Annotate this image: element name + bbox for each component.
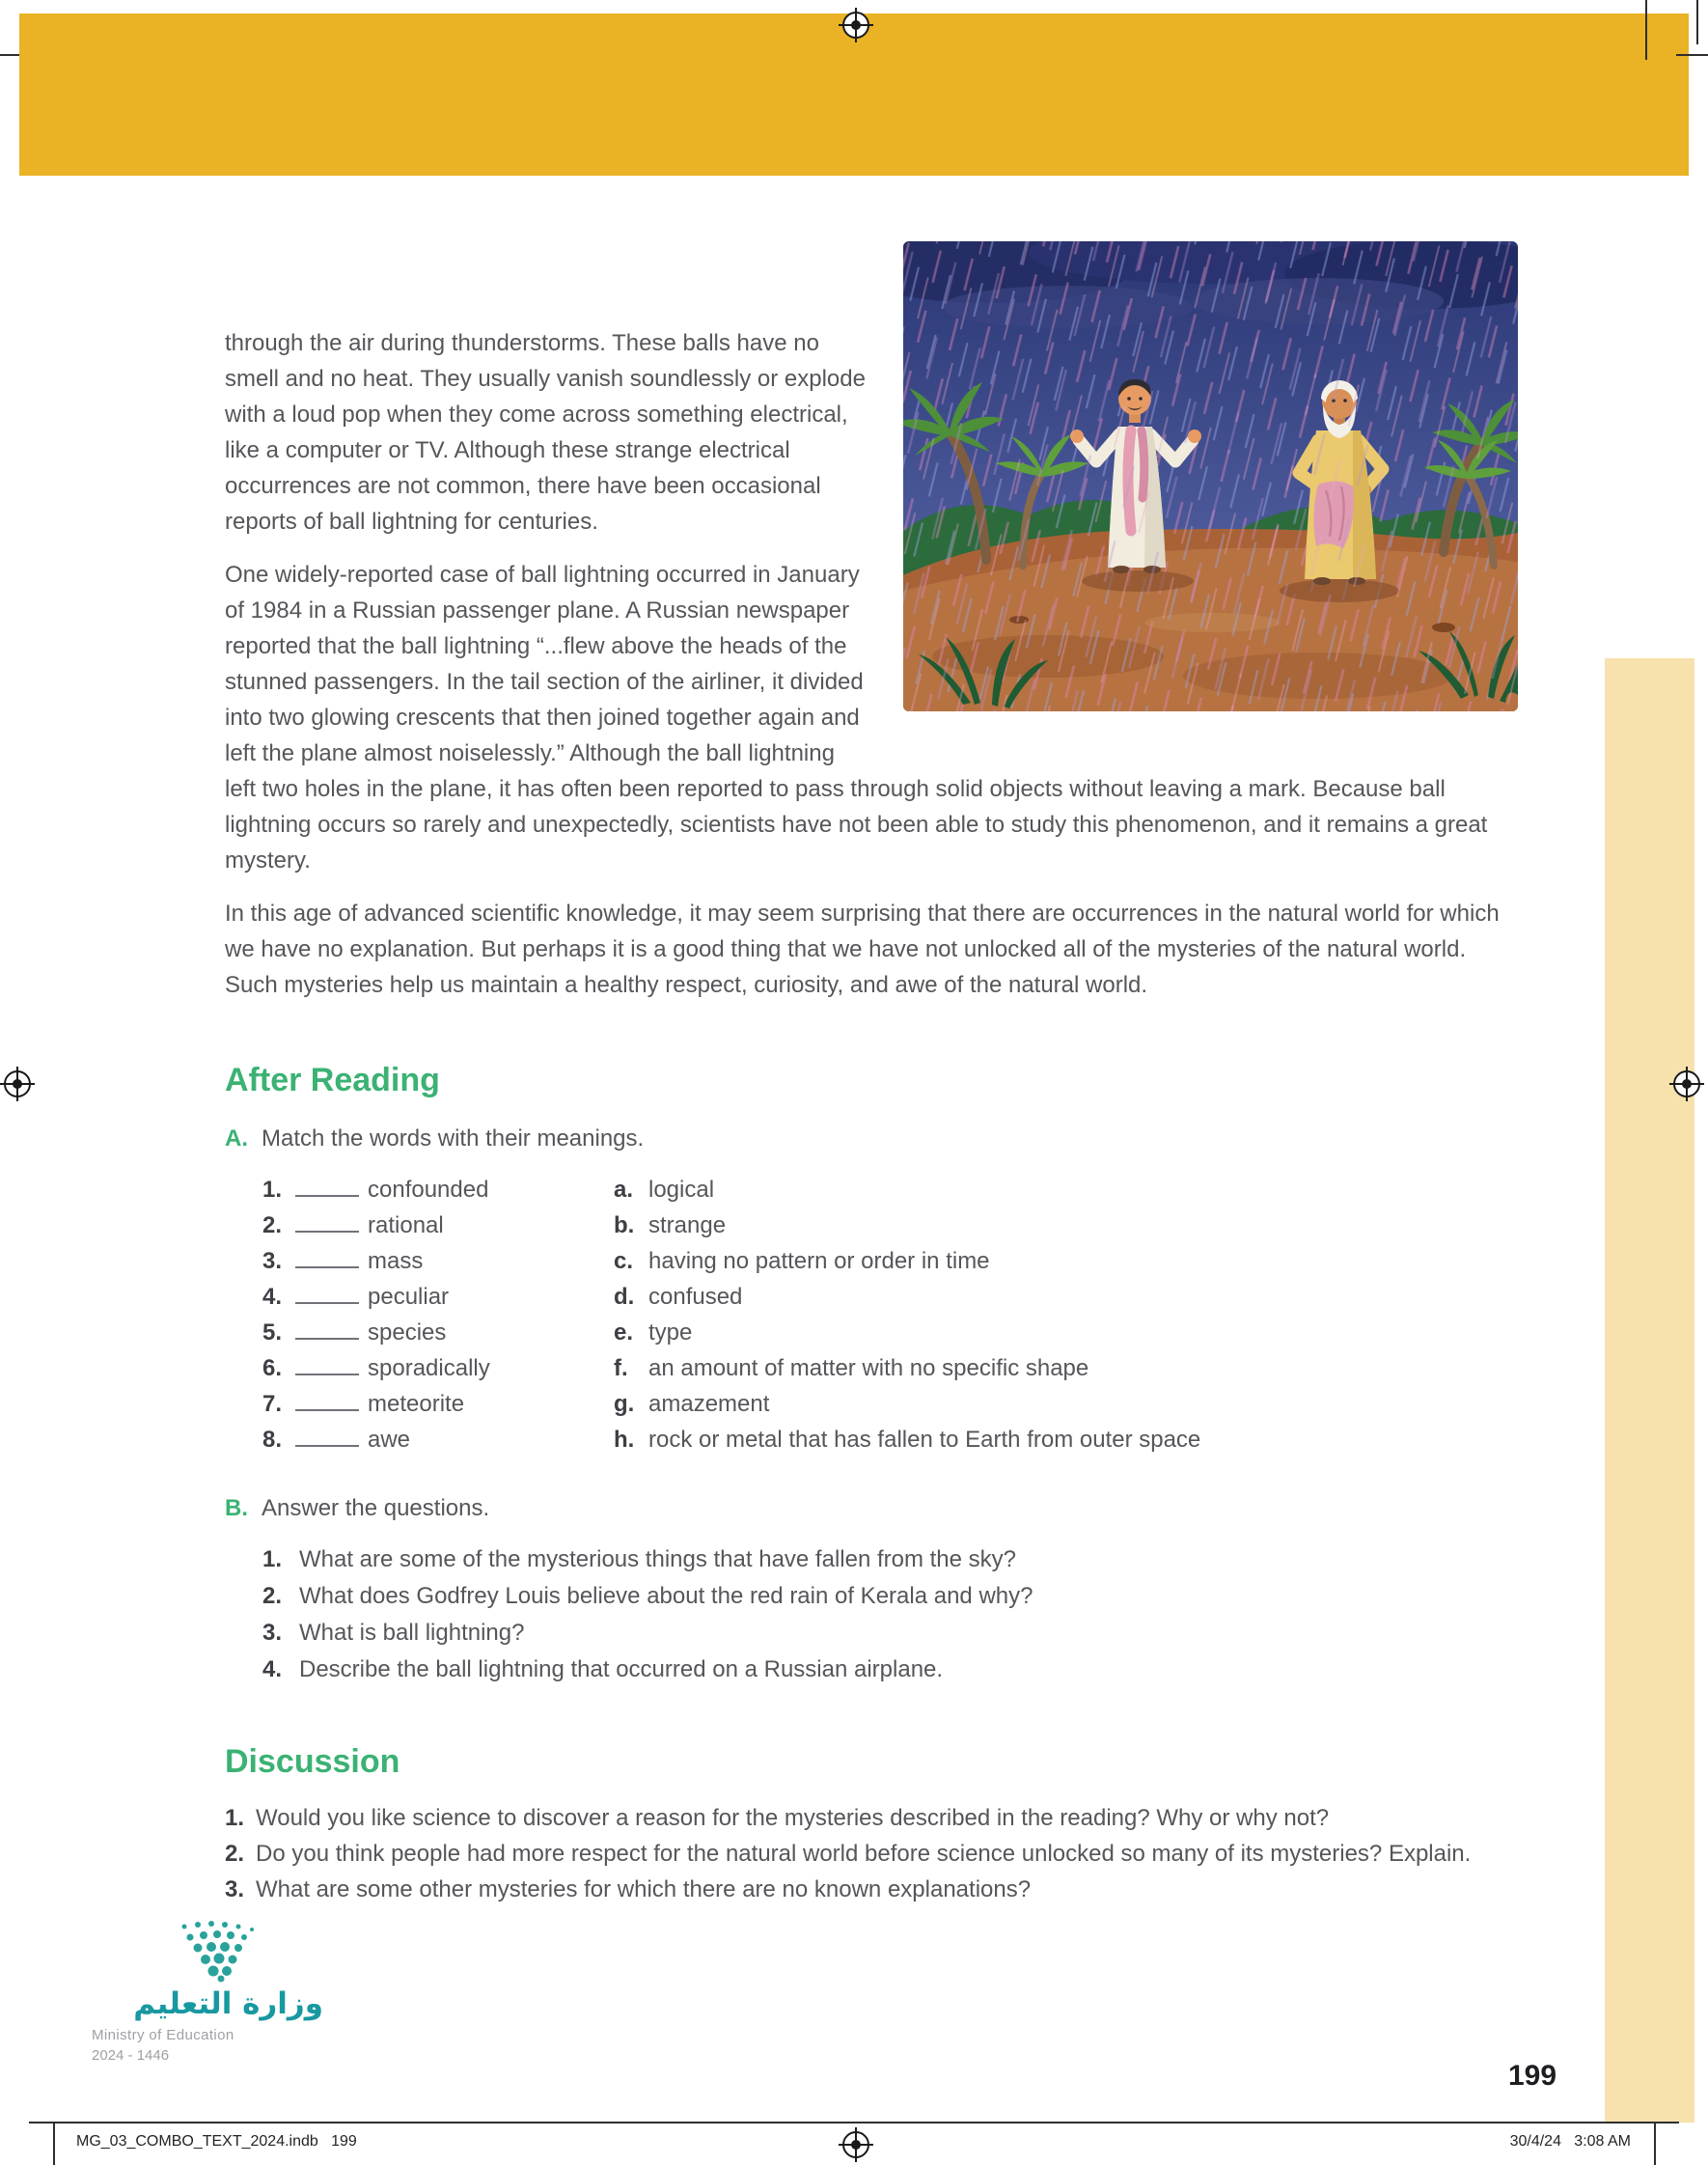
crop-mark <box>1654 2122 1656 2165</box>
question-text: What are some of the mysterious things that have fallen from the sky? <box>299 1546 1017 1572</box>
page-number: 199 <box>1508 2060 1557 2092</box>
match-word: rational <box>368 1212 444 1238</box>
exercise-b-label: B. <box>225 1495 248 1521</box>
match-letter: h. <box>614 1427 635 1453</box>
match-row <box>262 1422 1518 1457</box>
discussion-number: 3. <box>225 1876 245 1902</box>
match-row <box>262 1386 1518 1422</box>
match-row <box>262 1279 1518 1315</box>
registration-mark-left <box>0 1067 35 1101</box>
footer-timestamp: 30/4/24 3:08 AM <box>1509 2133 1631 2150</box>
discussion-row <box>225 1836 1518 1872</box>
discussion-heading: Discussion <box>225 1743 400 1780</box>
match-number: 8. <box>262 1427 283 1453</box>
answer-blank <box>295 1211 359 1233</box>
registration-mark-right <box>1669 1067 1704 1101</box>
discussion-row <box>225 1872 1518 1907</box>
match-meaning: strange <box>648 1212 727 1238</box>
match-row <box>262 1350 1518 1386</box>
after-reading-heading: After Reading <box>225 1062 440 1098</box>
exercise-b-header <box>225 1490 1518 1526</box>
reading-paragraph: In this age of advanced scientific knowledge, it may seem surprising that there are occurrences in the natural world for which we have no explanation. But perhaps it is a good thing that we have not unlocked all of the mysteries of the natural world. Such mysteries help us maintain a healthy respect, curiosity, and awe of the natural world. <box>225 901 1500 998</box>
match-meaning: logical <box>648 1177 715 1203</box>
crop-mark <box>1645 0 1647 60</box>
ministry-logo <box>92 1919 323 2064</box>
answer-blank <box>295 1426 359 1447</box>
match-word: peculiar <box>368 1284 450 1310</box>
answer-blank <box>295 1247 359 1268</box>
page-content <box>225 241 1518 1907</box>
match-letter: a. <box>614 1177 634 1203</box>
match-word: sporadically <box>368 1355 490 1381</box>
question-number: 2. <box>262 1583 283 1609</box>
match-letter: g. <box>614 1391 635 1417</box>
ministry-logo-arabic: وزارة التعليم <box>133 1986 323 2021</box>
crop-mark <box>1696 0 1698 44</box>
match-word: species <box>368 1319 447 1346</box>
match-word: awe <box>368 1427 411 1453</box>
question-row <box>262 1541 1518 1578</box>
question-number: 1. <box>262 1546 283 1572</box>
answer-blank <box>295 1283 359 1304</box>
match-number: 6. <box>262 1355 283 1381</box>
match-word: confounded <box>368 1177 489 1203</box>
match-word: mass <box>368 1248 424 1274</box>
answer-blank <box>295 1390 359 1411</box>
match-meaning: rock or metal that has fallen to Earth from outer space <box>648 1427 1201 1453</box>
reading-paragraph: One widely-reported case of ball lightning occurred in January of 1984 in a Russian passenger plane. A Russian newspaper reported that the ball lightning “...flew above the heads of the stunned passengers. In the tail section of the airliner, it divided into two glowing crescents that then joined together again and left the plane almost noiselessly.” Although the ball lightning left two holes in the plane, it has often been reported to pass through solid objects without leaving a mark. Because ball lightning occurs so rarely and unexpectedly, scientists have not been able to study this phenomenon, and it remains a great mystery. <box>225 562 1488 874</box>
match-row <box>262 1243 1518 1279</box>
match-letter: f. <box>614 1355 628 1381</box>
answer-blank <box>295 1176 359 1197</box>
right-accent-band <box>1605 658 1694 2123</box>
registration-mark-bottom <box>839 2127 873 2162</box>
match-word: meteorite <box>368 1391 465 1417</box>
match-letter: b. <box>614 1212 635 1238</box>
question-text: Describe the ball lightning that occurred on a Russian airplane. <box>299 1656 944 1682</box>
question-row <box>262 1615 1518 1652</box>
match-number: 4. <box>262 1284 283 1310</box>
matching-exercise <box>262 1172 1518 1457</box>
ministry-logo-english: Ministry of Education <box>92 2027 234 2043</box>
match-row <box>262 1207 1518 1243</box>
crop-mark <box>1676 54 1708 56</box>
match-meaning: confused <box>648 1284 743 1310</box>
match-number: 7. <box>262 1391 283 1417</box>
discussion-text: What are some other mysteries for which there are no known explanations? <box>256 1876 1032 1902</box>
question-text: What is ball lightning? <box>299 1620 525 1646</box>
ministry-logo-dots-icon <box>177 1919 283 1983</box>
match-letter: d. <box>614 1284 635 1310</box>
match-row <box>262 1315 1518 1350</box>
match-meaning: type <box>648 1319 693 1346</box>
discussion-number: 1. <box>225 1805 245 1831</box>
match-meaning: an amount of matter with no specific shape <box>648 1355 1089 1381</box>
crop-mark <box>0 54 19 56</box>
question-text: What does Godfrey Louis believe about the red rain of Kerala and why? <box>299 1583 1033 1609</box>
match-number: 2. <box>262 1212 283 1238</box>
match-letter: e. <box>614 1319 634 1346</box>
discussion-row <box>225 1800 1518 1836</box>
question-row <box>262 1652 1518 1688</box>
ministry-logo-years: 2024 - 1446 <box>92 2047 170 2064</box>
match-number: 1. <box>262 1177 283 1203</box>
rainstorm-illustration <box>903 241 1518 711</box>
discussion-questions <box>225 1800 1518 1907</box>
match-meaning: having no pattern or order in time <box>648 1248 990 1274</box>
rain-front <box>903 241 1518 711</box>
answer-blank <box>295 1354 359 1375</box>
exercise-a-header <box>225 1121 1518 1156</box>
crop-mark <box>53 2122 55 2165</box>
discussion-text: Do you think people had more respect for the natural world before science unlocked so many of its mysteries? Explain. <box>256 1841 1472 1867</box>
match-number: 3. <box>262 1248 283 1274</box>
match-row <box>262 1172 1518 1207</box>
registration-mark-top <box>839 8 873 42</box>
reading-paragraph: through the air during thunderstorms. These balls have no smell and no heat. They usually vanish soundlessly or explode with a loud pop when they come across something electrical, like a computer or TV. Although these strange electrical occurrences are not common, there have been occasional reports of ball lightning for centuries. <box>225 330 866 535</box>
question-number: 4. <box>262 1656 283 1682</box>
footer-filename: MG_03_COMBO_TEXT_2024.indb 199 <box>76 2133 357 2150</box>
footer-rule <box>29 2122 1679 2123</box>
question-row <box>262 1578 1518 1615</box>
exercise-a-instruction: Match the words with their meanings. <box>262 1125 645 1152</box>
question-number: 3. <box>262 1620 283 1646</box>
match-number: 5. <box>262 1319 283 1346</box>
answer-blank <box>295 1318 359 1340</box>
match-letter: c. <box>614 1248 634 1274</box>
exercise-b-questions <box>262 1541 1518 1688</box>
match-meaning: amazement <box>648 1391 770 1417</box>
discussion-text: Would you like science to discover a reason for the mysteries described in the reading? Why or why not? <box>256 1805 1330 1831</box>
discussion-number: 2. <box>225 1841 245 1867</box>
exercise-b-instruction: Answer the questions. <box>262 1495 490 1521</box>
exercise-a-label: A. <box>225 1125 248 1152</box>
